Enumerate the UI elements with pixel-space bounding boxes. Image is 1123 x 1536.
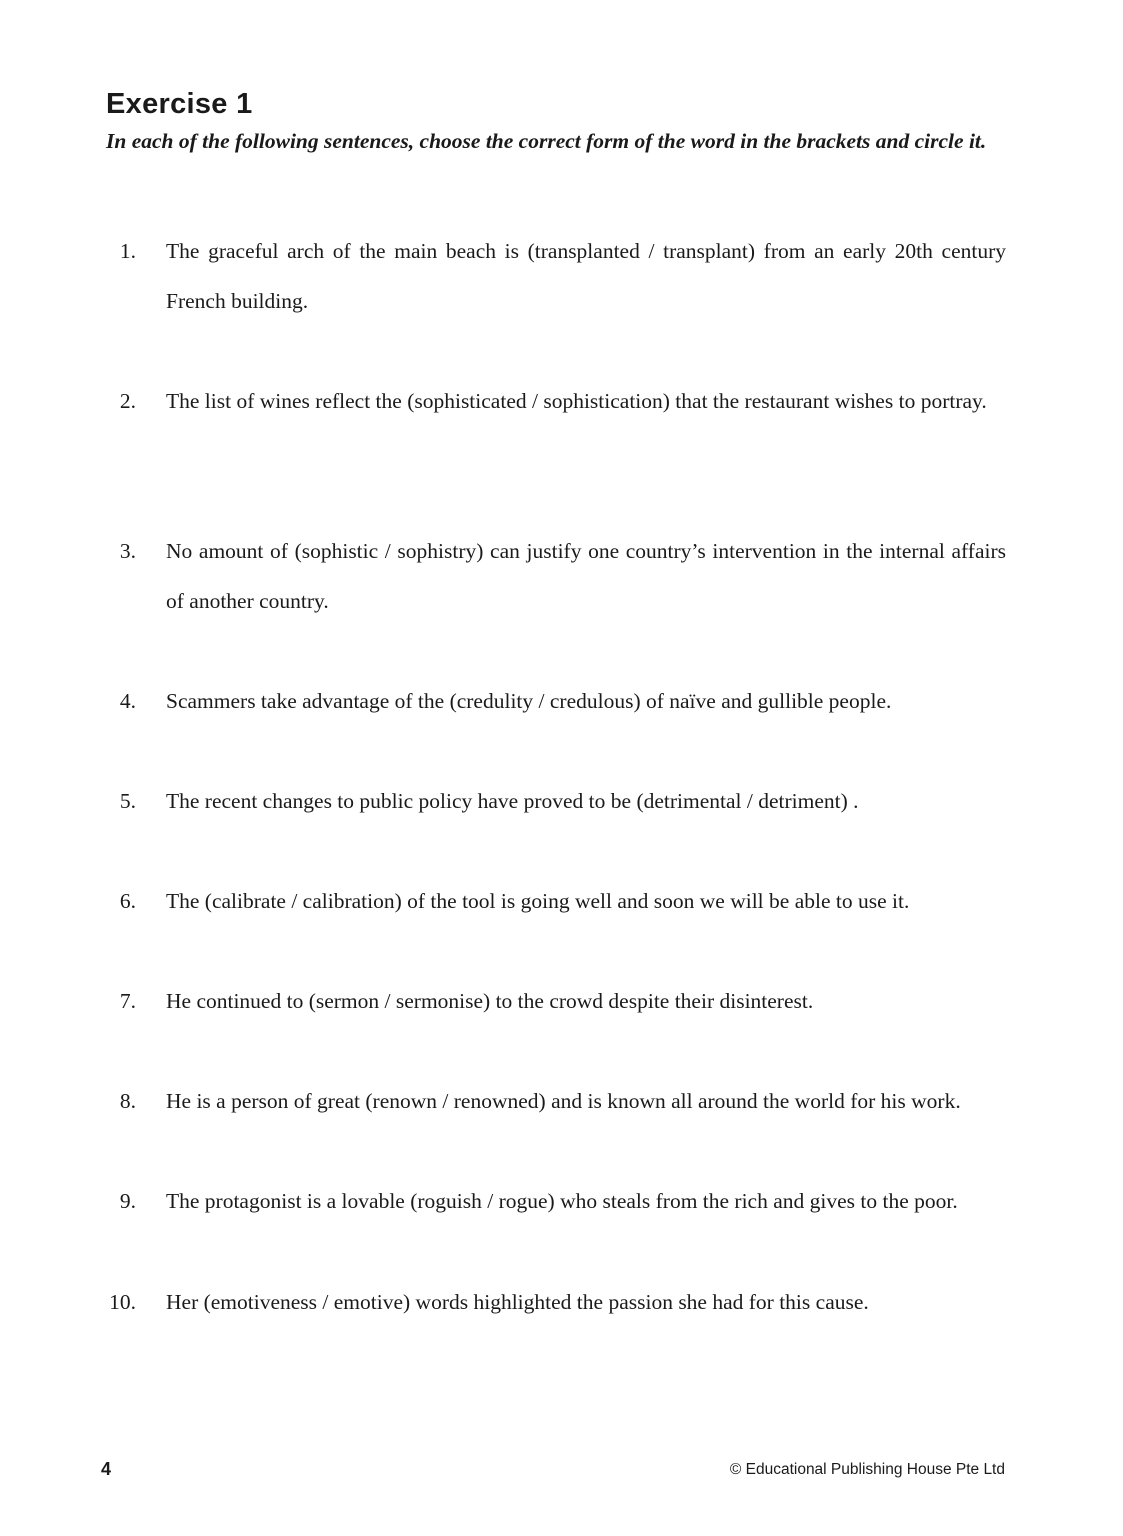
question-number: 10. — [109, 1290, 136, 1314]
question-number: 2. — [119, 389, 136, 413]
question-number: 9. — [119, 1189, 136, 1213]
question-text: The graceful arch of the main beach is (transplanted / transplant) from an early 20th century French building. — [166, 239, 1006, 313]
exercise-title: Exercise 1 — [106, 88, 253, 120]
question-number: 4. — [119, 689, 136, 713]
exercise-instructions: In each of the following sentences, choose the correct form of the word in the brackets and circle it. — [106, 129, 987, 153]
question-text: The protagonist is a lovable (roguish / rogue) who steals from the rich and gives to the poor. — [166, 1189, 958, 1213]
question-number: 6. — [119, 889, 136, 913]
question-text: The (calibrate / calibration) of the tool is going well and soon we will be able to use it. — [166, 889, 910, 913]
question-number: 3. — [119, 539, 136, 563]
question-text: He continued to (sermon / sermonise) to the crowd despite their disinterest. — [166, 989, 814, 1013]
question-text: No amount of (sophistic / sophistry) can justify one country’s intervention in the internal affairs of another country. — [166, 539, 1006, 613]
question-number: 5. — [119, 789, 136, 813]
question-number: 8. — [119, 1089, 136, 1113]
question-text: Her (emotiveness / emotive) words highlighted the passion she had for this cause. — [166, 1290, 869, 1314]
question-text: He is a person of great (renown / renowned) and is known all around the world for his work. — [166, 1089, 961, 1113]
page-number: 4 — [101, 1459, 112, 1479]
copyright-notice: © Educational Publishing House Pte Ltd — [729, 1461, 1005, 1478]
question-text: Scammers take advantage of the (credulity / credulous) of naïve and gullible people. — [166, 689, 892, 713]
question-text: The recent changes to public policy have proved to be (detrimental / detriment) . — [166, 789, 859, 813]
question-number: 7. — [119, 989, 136, 1013]
question-text: The list of wines reflect the (sophisticated / sophistication) that the restaurant wishes to portray. — [166, 389, 987, 413]
question-number: 1. — [119, 239, 136, 263]
